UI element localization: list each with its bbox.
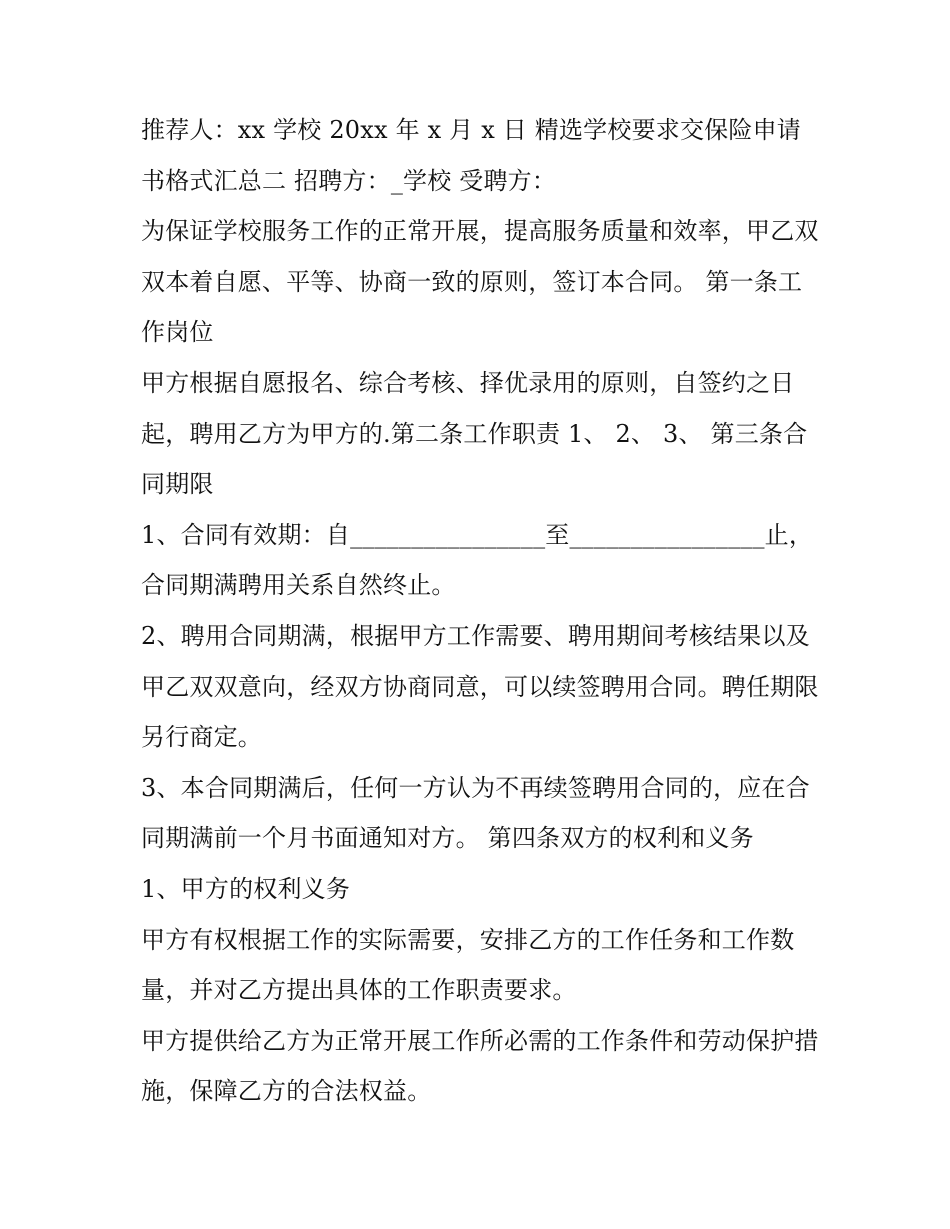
paragraph-party-a-rights: 甲方有权根据工作的实际需要，安排乙方的工作任务和工作数量，并对乙方提出具体的工作职责要求。 [141,925,795,1005]
paragraph-party-a-obligations: 甲方提供给乙方为正常开展工作所必需的工作条件和劳动保护措施，保障乙方的合法权益。 [141,1026,819,1106]
paragraph-recommender: 推荐人：xx 学校 20xx 年 x 月 x 日 精选学校要求交保险申请书格式汇总二 招聘方：_学校 受聘方： [141,116,801,195]
paragraph-contract-term: 1、合同有效期：自________________至________________止，合同期满聘用关系自然终止。 [141,520,814,600]
document-body [141,105,821,1117]
paragraph-purpose: 为保证学校服务工作的正常开展，提高服务质量和效率，甲乙双双本着自愿、平等、协商一致的原则，签订本合同。 第一条工作岗位 [141,217,819,347]
paragraph-employment: 甲方根据自愿报名、综合考核、择优录用的原则，自签约之日起，聘用乙方为甲方的.第二条工作职责 1、 2、 3、 第三条合同期限 [141,368,808,499]
paragraph-party-a-heading: 1、甲方的权利义务 [141,874,351,903]
paragraph-renewal: 2、聘用合同期满，根据甲方工作需要、聘用期间考核结果以及甲乙双双意向，经双方协商同意，可以续签聘用合同。聘任期限另行商定。 [141,621,819,752]
paragraph-notice: 3、本合同期满后，任何一方认为不再续签聘用合同的，应在合同期满前一个月书面通知对方。 第四条双方的权利和义务 [141,773,810,853]
